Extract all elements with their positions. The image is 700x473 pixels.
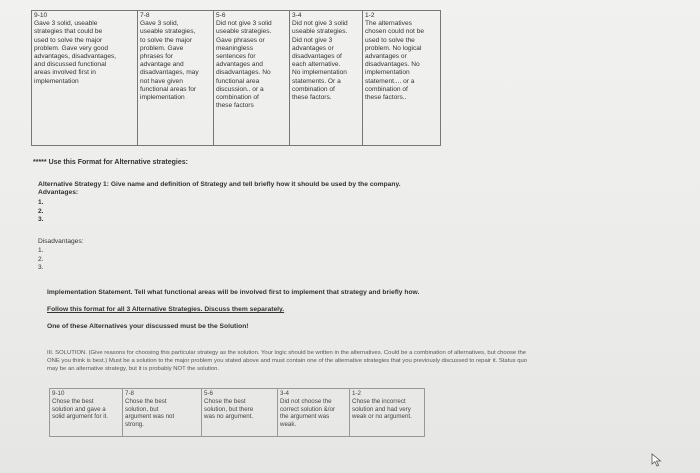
solution-rubric-cell	[278, 389, 350, 437]
rubric-score: 5-6	[216, 12, 226, 19]
implementation-statement: Implementation Statement. Tell what functional areas will be involved first to implement that strategy and briefly how.	[47, 289, 420, 296]
rubric-line: solution and had very	[352, 405, 411, 413]
rubric-line: Chose the best	[204, 397, 246, 405]
rubric-line: useable strategies.	[216, 28, 272, 36]
solution-rubric-cell	[123, 389, 202, 437]
rubric-line: disadvantages. No	[216, 69, 271, 77]
rubric-line: functional areas for	[140, 85, 197, 93]
rubric-line: Gave 3 solid,	[140, 20, 179, 28]
rubric-line: implementation	[365, 69, 410, 77]
disadvantages-label: Disadvantages:	[38, 238, 84, 245]
rubric-line: weak or no argument.	[352, 413, 412, 421]
rubric-line: useable strategies.	[292, 28, 348, 36]
rubric-line: advantages or	[292, 44, 334, 52]
rubric-score: 9-10	[34, 12, 48, 19]
follow-format-note: Follow this format for all 3 Alternative Strategies. Discuss them separately.	[47, 306, 285, 313]
rubric-line: argument was not	[125, 413, 175, 421]
mouse-pointer-icon	[651, 453, 663, 467]
rubric-line: chosen could not be	[365, 28, 425, 36]
rubric-cell-9-10	[32, 11, 138, 146]
rubric-line: Chose the best	[125, 397, 167, 405]
rubric-line: Gave 3 solid, useable	[34, 20, 98, 28]
list-number: 2.	[38, 208, 44, 215]
rubric-line: The alternatives	[365, 20, 412, 28]
rubric-line: Did not give 3	[292, 36, 333, 44]
rubric-line: used to solve the major	[34, 36, 103, 44]
list-number: 1.	[38, 247, 44, 254]
rubric-line: statements. Or a	[292, 77, 341, 85]
rubric-line: solution and gave a	[52, 405, 106, 413]
rubric-line: Gave phrases or	[216, 36, 265, 44]
rubric-line: used to solve the	[365, 36, 415, 44]
rubric-line: Did not choose the	[280, 397, 332, 405]
list-number: 3.	[38, 264, 44, 271]
rubric-line: Chose the best	[52, 397, 94, 405]
grading-rubric-table	[31, 10, 441, 146]
rubric-line: disadvantages, may	[140, 69, 199, 77]
rubric-line: to solve the major	[140, 36, 193, 44]
rubric-line: advantages or	[365, 53, 407, 61]
rubric-score: 3-4	[280, 390, 289, 397]
rubric-line: was no argument.	[204, 413, 254, 421]
rubric-line: these factors	[216, 102, 254, 110]
rubric-line: these factors.	[292, 94, 332, 102]
format-note: ***** Use this Format for Alternative strategies:	[33, 159, 188, 166]
rubric-line: combination of	[365, 85, 408, 93]
rubric-line: problem. Gave	[140, 44, 184, 52]
rubric-line: strong.	[125, 421, 144, 429]
rubric-line: combination of	[216, 94, 259, 102]
solution-paragraph-line: may be an alternative strategy, but it is probably NOT the solution.	[47, 366, 220, 372]
rubric-line: these factors..	[365, 94, 407, 102]
rubric-line: No implementation	[292, 69, 347, 77]
rubric-score: 3-4	[292, 12, 302, 19]
rubric-line: functional area	[216, 77, 260, 85]
rubric-score: 7-8	[140, 12, 150, 19]
rubric-cell-1-2	[363, 11, 441, 146]
rubric-line: meaningless	[216, 44, 254, 52]
rubric-line: advantages and	[216, 61, 263, 69]
alternative-strategy-heading: Alternative Strategy 1: Give name and definition of Strategy and tell briefly how it should be used by the company.	[38, 181, 401, 188]
rubric-line: useable strategies,	[140, 28, 196, 36]
rubric-score: 7-8	[125, 390, 134, 397]
rubric-line: problem. Gave very good	[34, 44, 109, 52]
rubric-line: combination of	[292, 85, 335, 93]
list-number: 2.	[38, 256, 44, 263]
rubric-line: solution, but there	[204, 405, 254, 413]
rubric-score: 9-10	[52, 390, 65, 397]
rubric-line: statement.... or a	[365, 77, 415, 85]
rubric-line: phrases for	[140, 53, 173, 61]
rubric-line: implementation	[140, 94, 185, 102]
rubric-line: strategies that could be	[34, 28, 103, 36]
rubric-cell-7-8	[138, 11, 214, 146]
rubric-score: 1-2	[352, 390, 361, 397]
solution-rubric-cell	[202, 389, 278, 437]
solution-paragraph-line: III. SOLUTION. (Give reasons for choosing this particular strategy as the solution. Your logic should be written in the alternatives. Could be a combination of alternatives, but choose the	[47, 350, 527, 356]
rubric-line: advantages, disadvantages,	[34, 53, 117, 61]
rubric-line: Did not give 3 solid	[292, 20, 348, 28]
rubric-line: implementation	[34, 77, 79, 85]
rubric-cell-5-6	[214, 11, 290, 146]
list-number: 3.	[38, 216, 44, 223]
solution-rubric-cell	[50, 389, 123, 437]
rubric-line: and discussed functional	[34, 61, 107, 69]
rubric-line: problem. No logical	[365, 44, 422, 52]
list-number: 1.	[38, 199, 44, 206]
rubric-line: Chose the incorrect	[352, 397, 406, 405]
solution-rubric-cell	[350, 389, 425, 437]
rubric-line: each alternative.	[292, 61, 341, 69]
rubric-line: sentences for	[216, 53, 256, 61]
rubric-score: 1-2	[365, 12, 375, 19]
rubric-score: 5-6	[204, 390, 213, 397]
solution-requirement: One of these Alternatives your discussed must be the Solution!	[47, 323, 249, 330]
rubric-line: not have given	[140, 77, 183, 85]
rubric-line: solid argument for it.	[52, 413, 109, 421]
rubric-line: the argument was	[280, 413, 330, 421]
rubric-line: solution, but	[125, 405, 159, 413]
rubric-line: disadvantages of	[292, 53, 342, 61]
advantages-label: Advantages:	[38, 189, 79, 196]
rubric-line: Did not give 3 solid	[216, 20, 272, 28]
rubric-line: correct solution &/or	[280, 405, 336, 413]
rubric-line: discussion.. or a	[216, 85, 264, 93]
solution-paragraph-line: ONE you think is best.) Must be a solution to the major problem you stated above and must contain one of the alternative strategies that you previously discussed to repair it. Status quo	[47, 358, 528, 364]
rubric-line: weak.	[280, 421, 297, 429]
rubric-line: areas involved first in	[34, 69, 96, 77]
rubric-cell-3-4	[290, 11, 363, 146]
rubric-line: disadvantages. No	[365, 61, 420, 69]
rubric-line: advantage and	[140, 61, 184, 69]
solution-rubric-table	[49, 388, 425, 437]
